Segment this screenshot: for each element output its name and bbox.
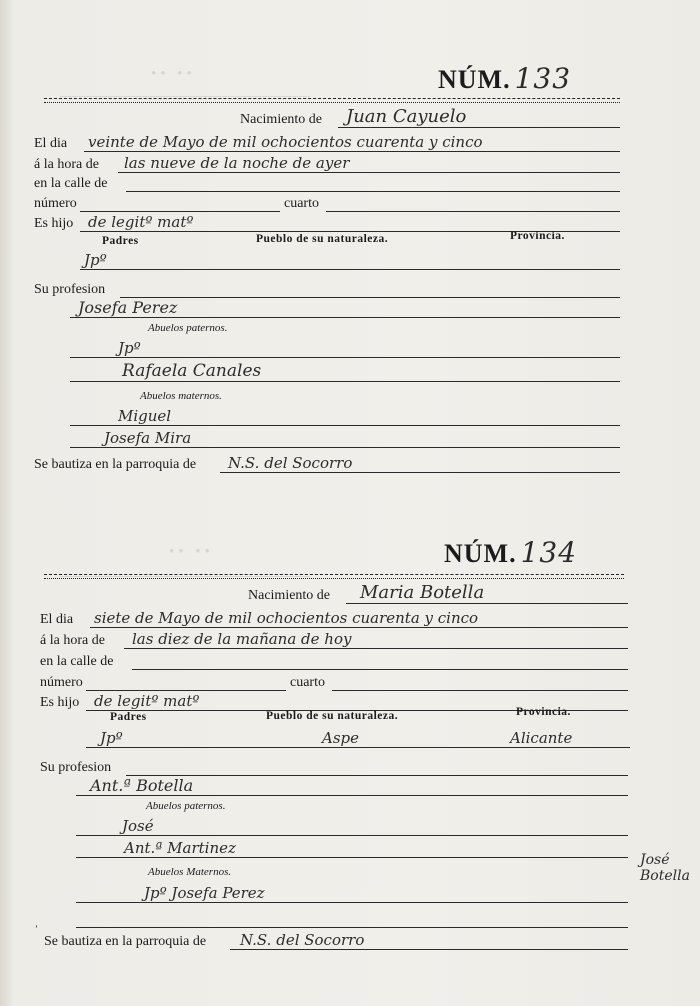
madre-value: Josefa Perez bbox=[78, 298, 178, 317]
abuelo-paterno-row bbox=[34, 340, 620, 360]
provincia-value: Alicante bbox=[510, 729, 573, 747]
underline bbox=[118, 172, 620, 173]
padres-value: Jpº bbox=[100, 729, 123, 747]
nacimiento-row bbox=[248, 582, 628, 606]
ornamental-rule bbox=[44, 574, 624, 579]
numero-label: número bbox=[40, 675, 83, 690]
abuelo-materno-row bbox=[34, 408, 620, 428]
parroquia-label: Se bautiza en la parroquia de bbox=[44, 934, 207, 949]
underline bbox=[70, 447, 620, 448]
abuela-materna-value: Josefa Mira bbox=[104, 429, 192, 447]
calle-label: en la calle de bbox=[40, 654, 114, 669]
bleed-through-mark: ·· ·· bbox=[168, 538, 213, 563]
abuelos-paternos-heading: Abuelos paternos. bbox=[146, 800, 226, 812]
abuelos-maternos-value: Jpº Josefa Perez bbox=[144, 884, 265, 902]
abuelo-materno-value: Miguel bbox=[118, 407, 172, 425]
madre-row bbox=[40, 778, 628, 798]
parroquia-value: N.S. del Socorro bbox=[228, 454, 353, 472]
ornamental-rule bbox=[44, 98, 620, 103]
abuelo-paterno-row bbox=[40, 818, 628, 838]
abuela-paterna-row bbox=[40, 840, 628, 860]
entry-number-value: 134 bbox=[520, 536, 578, 569]
margin-tick-mark: ˈ bbox=[34, 924, 39, 939]
abuelos-maternos-row bbox=[40, 885, 628, 905]
underline bbox=[70, 381, 620, 382]
nacimiento-row bbox=[240, 106, 620, 130]
nacimiento-label: Nacimiento de bbox=[248, 588, 331, 603]
dia-row bbox=[40, 610, 628, 630]
bleed-through-rule bbox=[60, 96, 310, 97]
padres-heading: Padres bbox=[110, 711, 147, 723]
underline bbox=[70, 357, 620, 358]
parroquia-row bbox=[34, 455, 620, 475]
dia-row bbox=[34, 134, 620, 154]
nacimiento-label: Nacimiento de bbox=[240, 112, 323, 127]
padres-value: Jpº bbox=[84, 251, 107, 269]
underline bbox=[76, 927, 628, 928]
numero-row bbox=[40, 673, 628, 693]
dia-label: El dia bbox=[34, 136, 68, 151]
underline bbox=[70, 425, 620, 426]
nacimiento-value: Juan Cayuelo bbox=[346, 106, 467, 127]
abuelos-maternos-heading: Abuelos maternos. bbox=[140, 390, 222, 402]
underline bbox=[76, 902, 628, 903]
underline bbox=[76, 835, 628, 836]
underline bbox=[220, 472, 620, 473]
calle-row bbox=[34, 174, 620, 194]
profesion-row bbox=[40, 758, 628, 778]
calle-label: en la calle de bbox=[34, 176, 108, 191]
underline bbox=[126, 775, 628, 776]
pueblo-heading: Pueblo de su naturaleza. bbox=[266, 710, 399, 722]
underline bbox=[80, 211, 280, 212]
dia-label: El dia bbox=[40, 612, 74, 627]
underline bbox=[120, 297, 620, 298]
margin-annotation: José Botella bbox=[640, 852, 690, 884]
entry-number bbox=[438, 62, 571, 95]
calle-row bbox=[40, 652, 628, 672]
underline bbox=[230, 949, 628, 950]
hora-value: las diez de la mañana de hoy bbox=[132, 630, 352, 648]
dia-value: veinte de Mayo de mil ochocientos cuarenta y cinco bbox=[88, 133, 483, 151]
madre-row bbox=[34, 300, 620, 320]
cuarto-label: cuarto bbox=[290, 675, 325, 690]
parroquia-row bbox=[44, 932, 628, 952]
underline bbox=[84, 151, 620, 152]
parroquia-value: N.S. del Socorro bbox=[240, 931, 365, 949]
abuela-paterna-value: Rafaela Canales bbox=[122, 361, 262, 381]
abuela-paterna-value: Ant.ª Martinez bbox=[124, 839, 236, 857]
entry-number-value: 133 bbox=[514, 62, 572, 95]
num-label: NÚM. bbox=[444, 539, 517, 568]
underline bbox=[346, 603, 628, 604]
underline bbox=[76, 857, 628, 858]
parroquia-label: Se bautiza en la parroquia de bbox=[34, 457, 197, 472]
abuelo-paterno-value: Jpº bbox=[118, 339, 141, 357]
provincia-heading: Provincia. bbox=[510, 230, 565, 242]
num-label: NÚM. bbox=[438, 65, 511, 94]
underline bbox=[124, 648, 628, 649]
underline bbox=[70, 317, 620, 318]
padres-heading: Padres bbox=[102, 235, 139, 247]
pueblo-value: Aspe bbox=[322, 729, 360, 747]
underline bbox=[76, 795, 628, 796]
profesion-row bbox=[34, 280, 620, 300]
underline bbox=[326, 211, 620, 212]
hora-value: las nueve de la noche de ayer bbox=[124, 154, 350, 172]
pueblo-heading: Pueblo de su naturaleza. bbox=[256, 233, 389, 245]
nacimiento-value: Maria Botella bbox=[360, 582, 485, 603]
numero-label: número bbox=[34, 196, 77, 211]
hora-label: á la hora de bbox=[40, 633, 105, 648]
abuela-paterna-row bbox=[34, 361, 620, 384]
es-hijo-label: Es hijo bbox=[40, 695, 80, 710]
hora-label: á la hora de bbox=[34, 157, 99, 172]
profesion-label: Su profesion bbox=[40, 760, 112, 775]
padres-row bbox=[34, 252, 620, 272]
underline bbox=[86, 747, 630, 748]
dia-value: siete de Mayo de mil ochocientos cuarenta y cinco bbox=[94, 609, 479, 627]
underline bbox=[90, 627, 628, 628]
abuelos-paternos-heading: Abuelos paternos. bbox=[148, 322, 228, 334]
underline bbox=[338, 127, 620, 128]
es-hijo-value: de legitº matº bbox=[94, 692, 200, 710]
underline bbox=[126, 191, 620, 192]
es-hijo-label: Es hijo bbox=[34, 216, 74, 231]
hora-row bbox=[40, 631, 628, 651]
es-hijo-value: de legitº matº bbox=[88, 213, 194, 231]
madre-value: Ant.ª Botella bbox=[90, 776, 194, 795]
underline bbox=[80, 269, 620, 270]
underline bbox=[132, 669, 628, 670]
underline bbox=[332, 690, 628, 691]
abuelo-paterno-value: José bbox=[122, 817, 154, 835]
padres-row bbox=[40, 730, 630, 750]
provincia-heading: Provincia. bbox=[516, 706, 571, 718]
numero-row bbox=[34, 194, 620, 214]
cuarto-label: cuarto bbox=[284, 196, 319, 211]
profesion-label: Su profesion bbox=[34, 282, 106, 297]
hora-row bbox=[34, 155, 620, 175]
underline bbox=[86, 690, 286, 691]
abuela-materna-row bbox=[34, 430, 620, 450]
bleed-through-mark: ·· ·· bbox=[150, 60, 195, 85]
entry-number bbox=[444, 536, 577, 569]
abuelos-maternos-heading: Abuelos Maternos. bbox=[148, 866, 232, 878]
